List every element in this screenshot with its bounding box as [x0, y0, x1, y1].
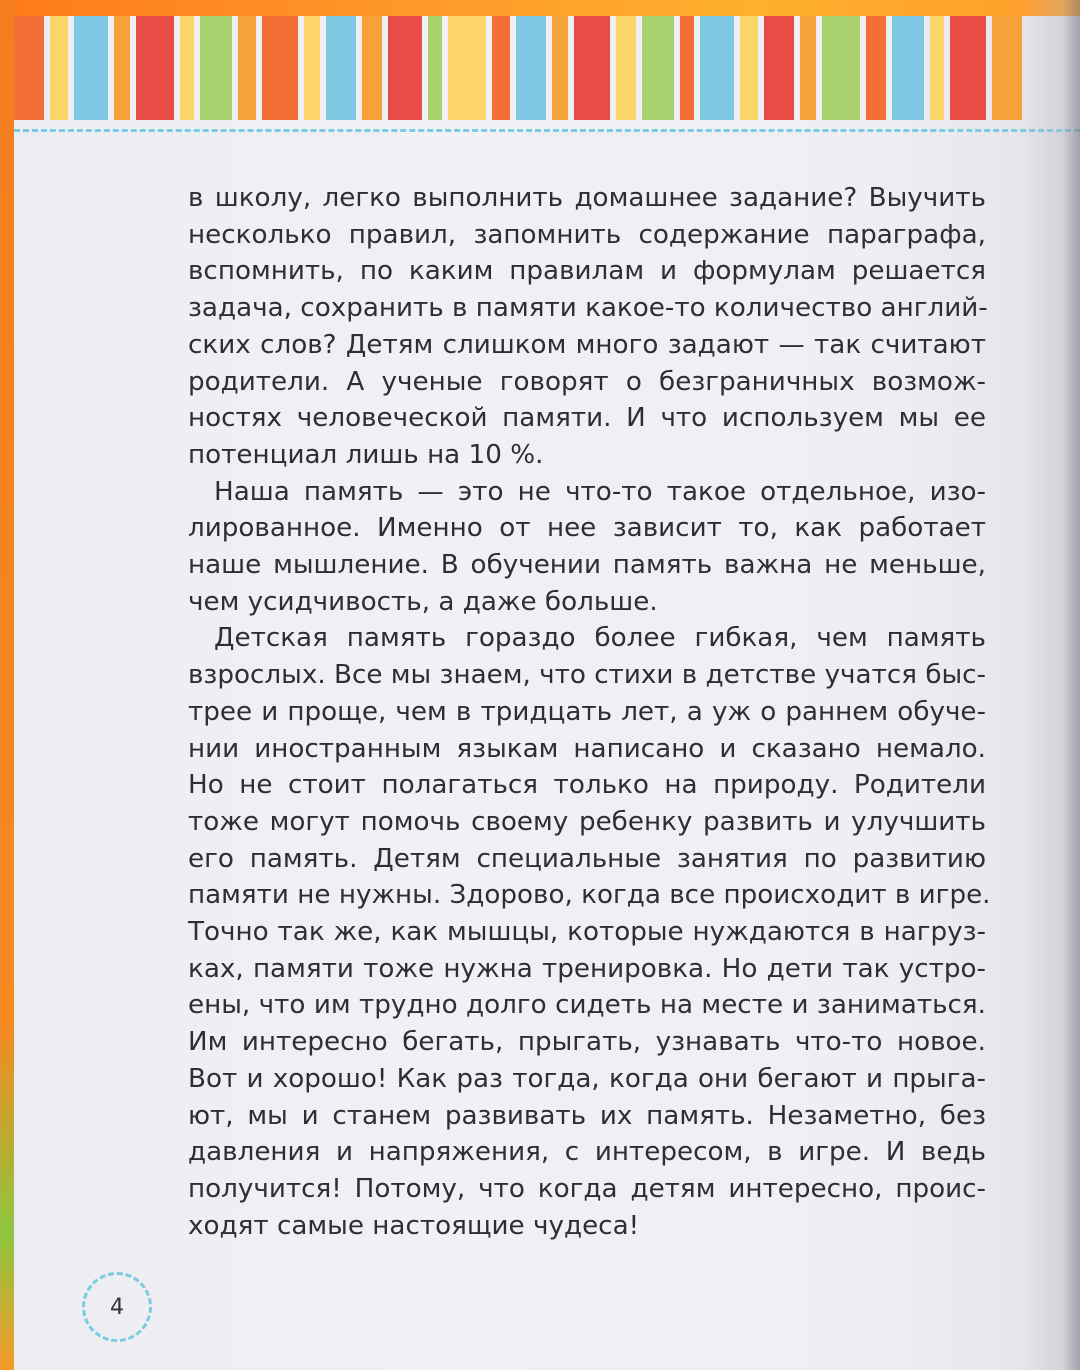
book-page [14, 16, 1080, 1370]
text-line: Наша память — это не что-то такое отдельное, изо- [214, 476, 986, 507]
header-stripe [304, 16, 320, 120]
text-line: ках, памяти тоже нужна тренировка. Но дети так устро- [188, 953, 986, 984]
text-line: Вот и хорошо! Как раз тогда, когда они бегают и прыга- [188, 1063, 986, 1094]
body-text [188, 180, 991, 1244]
header-stripe [992, 16, 1022, 120]
header-stripe [136, 16, 174, 120]
text-line: получится! Потому, что когда детям интересно, проис- [188, 1173, 986, 1204]
text-line: в школу, легко выполнить домашнее задание? Выучить [188, 183, 986, 213]
text-line: несколько правил, запомнить содержание параграфа, [188, 219, 986, 250]
header-stripe [616, 16, 636, 120]
header-stripe [866, 16, 886, 120]
header-stripe [262, 16, 298, 120]
header-stripe [14, 16, 44, 120]
header-stripe [764, 16, 794, 120]
header-stripe [200, 16, 232, 120]
text-line: вспомнить, по каким правилам и формулам решается [188, 256, 986, 287]
header-stripe [388, 16, 422, 120]
header-stripe [574, 16, 610, 120]
text-line: наше мышление. В обучении память важна не меньше, [188, 550, 986, 581]
paragraph-2 [188, 474, 986, 621]
dashed-divider [14, 129, 1080, 132]
header-stripe [800, 16, 816, 120]
header-stripe [930, 16, 944, 120]
text-line: нии иностранным языкам написано и сказано немало. [188, 733, 986, 764]
text-line: давления и напряжения, с интересом, в игре. И ведь [188, 1137, 986, 1168]
text-line: ют, мы и станем развивать их память. Незаметно, без [188, 1100, 986, 1131]
header-stripe [428, 16, 442, 120]
paragraph-1 [188, 180, 986, 474]
header-stripe [50, 16, 68, 120]
header-stripe [180, 16, 194, 120]
header-stripe [238, 16, 256, 120]
text-line: взрослых. Все мы знаем, что стихи в детстве учатся быс- [188, 660, 986, 691]
header-stripe [114, 16, 130, 120]
header-stripe [822, 16, 860, 120]
header-stripe [680, 16, 694, 120]
text-line: памяти не нужны. Здорово, когда все происходит в игре. [188, 880, 991, 911]
text-line: Им интересно бегать, прыгать, узнавать что-то новое. [188, 1027, 986, 1058]
striped-header-band [14, 16, 1080, 120]
text-line: ходят самые настоящие чудеса! [188, 1210, 640, 1241]
paragraph-3 [188, 620, 991, 1244]
text-line: Детская память гораздо более гибкая, чем память [214, 623, 986, 654]
text-line: его память. Детям специальные занятия по развитию [188, 843, 986, 874]
text-line: родители. А ученые говорят о безграничных возмож- [188, 366, 986, 397]
text-line: потенциал лишь на 10 %. [188, 439, 544, 470]
header-stripe [326, 16, 356, 120]
header-stripe [892, 16, 924, 120]
header-stripe [552, 16, 568, 120]
header-stripe [516, 16, 546, 120]
page-number-label: 4 [110, 1294, 124, 1320]
text-line: задача, сохранить в памяти какое-то количество англий- [188, 293, 988, 324]
header-stripe [950, 16, 986, 120]
text-line: Но не стоит полагаться только на природу. Родители [188, 770, 986, 801]
text-line: ностях человеческой памяти. И что используем мы ее [188, 403, 986, 434]
text-line: ены, что им трудно долго сидеть на месте и заниматься. [188, 990, 986, 1021]
header-stripe [448, 16, 486, 120]
text-line: тоже могут помочь своему ребенку развить и улучшить [188, 806, 986, 837]
header-stripe [642, 16, 674, 120]
page-number [82, 1272, 152, 1342]
text-line: трее и проще, чем в тридцать лет, а уж о раннем обуче- [188, 696, 986, 727]
text-line: ских слов? Детям слишком много задают — так считают [188, 329, 986, 360]
header-stripe [492, 16, 510, 120]
header-stripe [740, 16, 758, 120]
header-stripe [700, 16, 734, 120]
text-line: чем усидчивость, а даже больше. [188, 586, 658, 617]
header-stripe [74, 16, 108, 120]
text-line: лированное. Именно от нее зависит то, как работает [188, 513, 986, 544]
text-line: Точно так же, как мышцы, которые нуждаются в нагруз- [188, 917, 986, 948]
header-stripe [362, 16, 382, 120]
